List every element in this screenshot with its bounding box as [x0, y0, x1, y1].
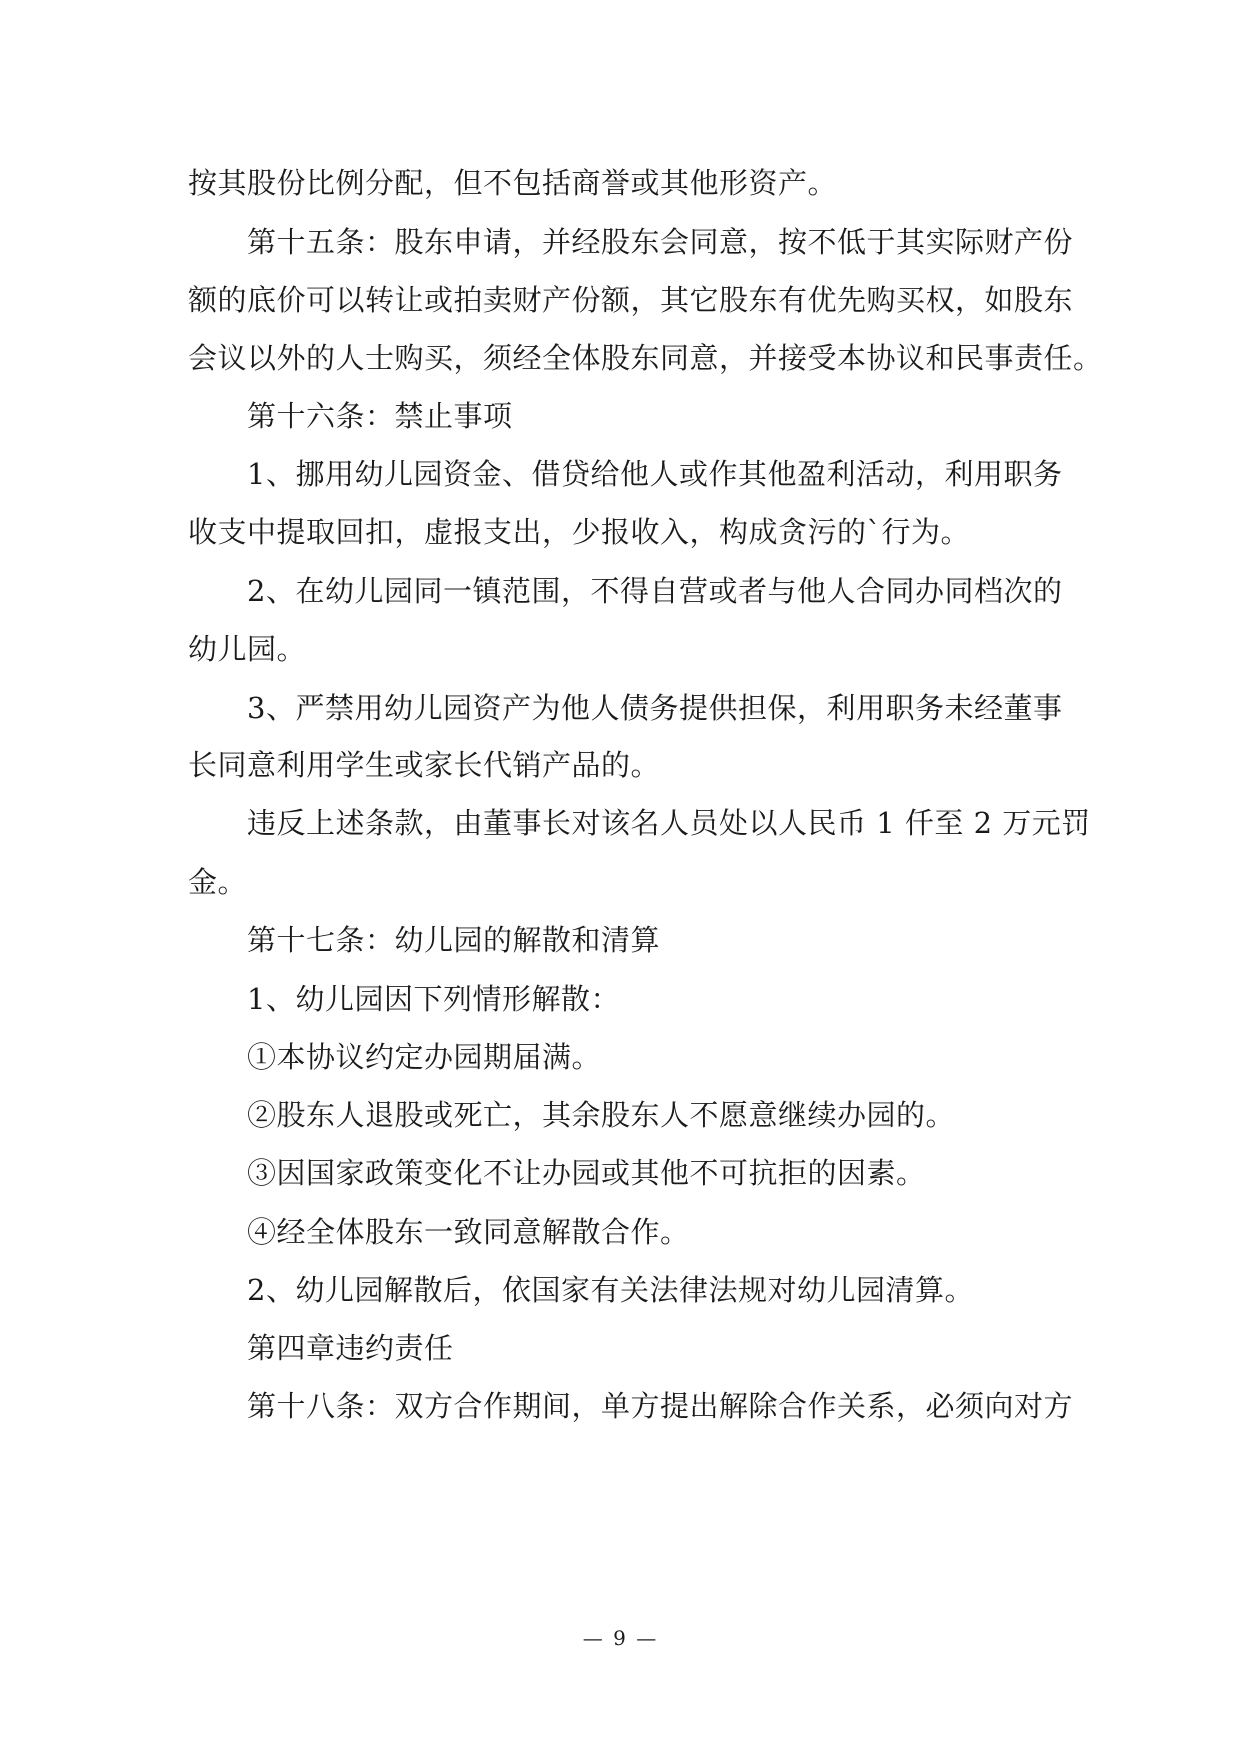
- text-line: ①本协议约定办园期届满。: [247, 1040, 602, 1074]
- text-line: 2、幼儿园解散后，依国家有关法律法规对幼儿园清算。: [247, 1273, 974, 1307]
- text-line: 会议以外的人士购买，须经全体股东同意，并接受本协议和民事责任。: [188, 341, 1103, 375]
- text-line: 3、严禁用幼儿园资产为他人债务提供担保，利用职务未经董事: [247, 691, 1063, 725]
- text-line: 2、在幼儿园同一镇范围，不得自营或者与他人合同办同档次的: [247, 574, 1063, 608]
- text-line: 收支中提取回扣，虚报支出，少报收入，构成贪污的`行为。: [188, 515, 971, 549]
- text-line: 第十八条：双方合作期间，单方提出解除合作关系，必须向对方: [247, 1389, 1074, 1423]
- text-line: 违反上述条款，由董事长对该名人员处以人民币 1 仟至 2 万元罚: [247, 806, 1091, 840]
- text-line: 额的底价可以转让或拍卖财产份额，其它股东有优先购买权，如股东: [188, 283, 1074, 317]
- text-line: 1、幼儿园因下列情形解散：: [247, 982, 620, 1016]
- text-line: ②股东人退股或死亡，其余股东人不愿意继续办园的。: [247, 1098, 956, 1132]
- text-line: 第十六条：禁止事项: [247, 399, 513, 433]
- text-line: 第十七条：幼儿园的解散和清算: [247, 923, 661, 957]
- text-line: 第十五条：股东申请，并经股东会同意，按不低于其实际财产份: [247, 225, 1074, 259]
- text-line: 金。: [188, 865, 248, 899]
- page-number: — 9 —: [582, 1626, 659, 1650]
- section-heading: 第四章违约责任: [247, 1331, 454, 1365]
- text-line: 幼儿园。: [188, 632, 307, 666]
- text-line: ④经全体股东一致同意解散合作。: [247, 1215, 690, 1249]
- text-line: ③因国家政策变化不让办园或其他不可抗拒的因素。: [247, 1156, 926, 1190]
- text-line: 长同意利用学生或家长代销产品的。: [188, 748, 661, 782]
- text-line: 1、挪用幼儿园资金、借贷给他人或作其他盈利活动，利用职务: [247, 457, 1063, 491]
- text-line: 按其股份比例分配，但不包括商誉或其他形资产。: [188, 166, 838, 200]
